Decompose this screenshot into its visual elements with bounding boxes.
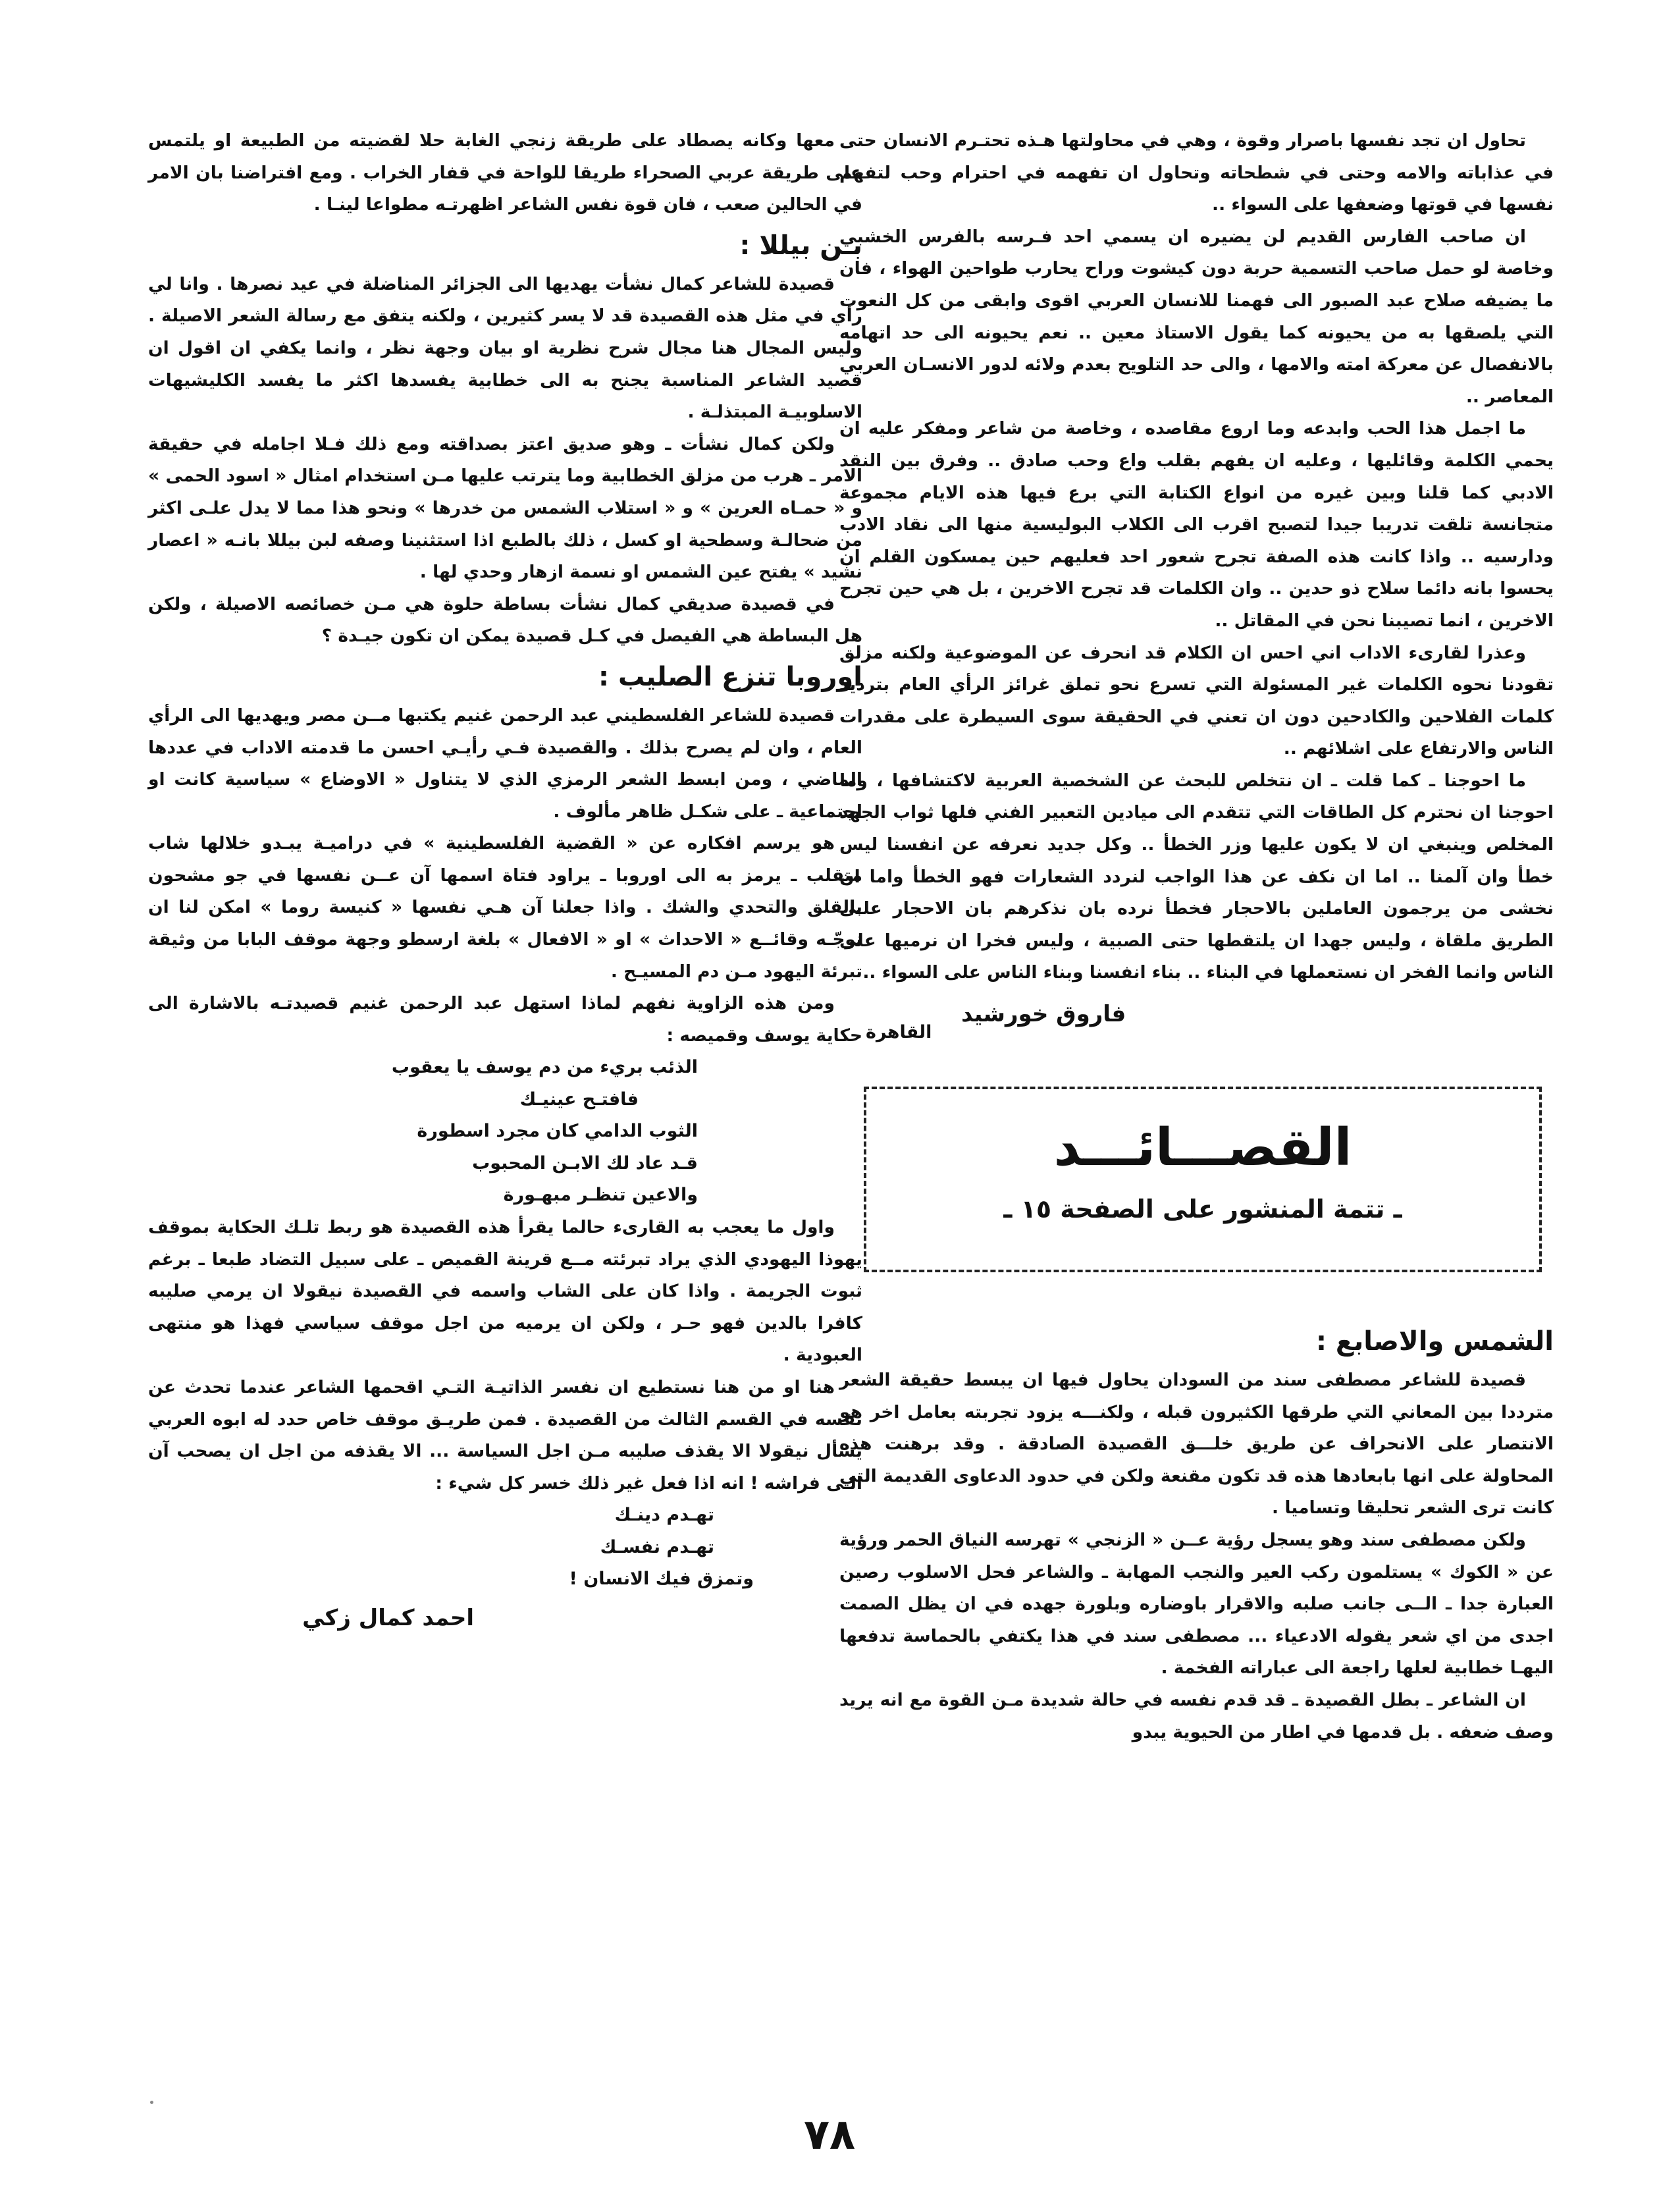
paragraph: هنا او من هنا نستطيع ان نفسر الذاتيـة التـي اقحمها الشاعر عندما تحدث عن نفسه في القسم الثالث من القصيدة . فمن طريـق موقف خاص حدد له ابوه العربي يسأل نيقولا الا يقذف صليبه مـن اجل السياسة ... الا يقذفه من اجل ان يصحب آن الـى فراشه ! انه اذا فعل غير ذلك خسر كل شيء : bbox=[148, 1376, 862, 1494]
box-title: القصـــائـــد bbox=[1053, 1118, 1352, 1178]
paragraph: قصيدة للشاعر كمال نشأت يهديها الى الجزائر المناضلة في عيد نصرها . وانا لي رأي في مثل هذه القصيدة قد لا يسر كثيرين ، ولكنه يتفق مع رسالة الشعر الاصيلة . وليس المجال هنا مجال شرح نظرية او بيان وجهة نظر ، وانما يكفي ان اقول ان قصيد الشاعر المناسبة يجنح به الى خطابية يفسدها اكثر ما يفسد الكليشيهات الاسلوبيـة المبتذلـة . bbox=[148, 273, 862, 423]
section-heading: الشمس والاصابع : bbox=[1315, 1326, 1554, 1357]
paragraph: ان الشاعر ـ بطل القصيدة ـ قد قدم نفسه في حالة شديدة مـن القوة مع انه يريد وصف ضعفه . بل قدمها في اطار من الحيوية يبدو bbox=[839, 1689, 1554, 1742]
signature-block bbox=[839, 989, 1554, 1054]
paragraph: معها وكانه يصطاد على طريقة زنجي الغابة حلا لقضيته من الطبيعة او يلتمس على طريقة عربي الصحراء طريقا للواحة في قفار الخراب . ومع افتراضنا بان الامر في الحالين صعب ، فان قوة نفس الشاعر اظهرتـه مطواعا لينـا . bbox=[148, 130, 862, 215]
right-column bbox=[839, 125, 1554, 1748]
paragraph: ولكن مصطفى سند وهو يسجل رؤية عــن « الزنجي » تهرسه النياق الحمر ورؤية عن « الكوك » يستلمون ركب العير والنجب المهابة ـ والشاعر فحل الاسلوب رصين العبارة جدا ـ الــى جانب صلبه والاقرار باوضاره وبلورة جهده في ان يظل الصمت اجدى من اي شعر يقوله الادعياء ... مصطفى سند في هذا يكتفي بالحماسة تدفعها اليهـا خطابية لعلها راجعة الى عباراته الفخمة . bbox=[839, 1530, 1554, 1679]
author-name: احمد كمال زكي bbox=[302, 1604, 474, 1631]
paragraph: وعذرا لقارىء الاداب اني احس ان الكلام قد انحرف عن الموضوعية ولكنه مزلق تقودنا نحوه الكلمات غير المسئولة التي تسرع نحو تملق غرائز الرأي العام بترديد كلمات الفلاحين والكادحين دون ان تعني في الحقيقة سوى السيطرة على مقدرات الناس والارتفاع على اشلائهم .. bbox=[839, 642, 1554, 759]
paragraph: في قصيدة صديقي كمال نشأت بساطة حلوة هي مـن خصائصه الاصيلة ، ولكن هل البساطة هي الفيصل في كـل قصيدة يمكن ان تكون جيـدة ؟ bbox=[148, 593, 862, 647]
paragraph: هو يرسم افكاره عن « القضية الفلسطينية » في دراميـة يبـدو خلالها شاب متقلب ـ يرمز به الى اوروبا ـ يراود فتاة اسمها آن عــن نفسها في جو مشحون بالقلق والتحدي والشك . واذا جعلنا آن هـي نفسها « كنيسة روما » امكن لنا ان نوجّـه وقائــع « الاحداث » او « الافعال » بلغة ارسطو وجهة موقف البابا من وثيقة تبرئة اليهود مـن دم المسيـح . bbox=[148, 833, 862, 982]
paragraph: ما اجمل هذا الحب وابدعه وما اروع مقاصده ، وخاصة من شاعر ومفكر عليه ان يحمي الكلمة وقائليها ، وعليه ان يفهم بقلب واع وحب صادق .. وفرق بين النقد الادبي كما قلنا وبين غيره من انواع الكتابة التي برع فيها هذه الايام مجموعة متجانسة تلقت تدريبا جيدا لتصبح اقرب الى الكلاب البوليسية منها الى نقاد الادب ودارسيه .. واذا كانت هذه الصفة تجرح شعور احد فعليهم حين يمسكون القلم ان يحسوا بانه دائما سلاح ذو حدين .. وان الكلمات قد تجرح الاخرين ، بل هي حين تجرح الاخرين ، انما تصيبنا نحن في المقاتل .. bbox=[839, 418, 1554, 631]
box-subtitle: ـ تتمة المنشور على الصفحة ١٥ ـ bbox=[1003, 1195, 1402, 1224]
signature-block bbox=[148, 1596, 862, 1648]
poem-excerpt bbox=[148, 1052, 862, 1212]
section-heading: اوروبا تنزع الصليب : bbox=[598, 661, 862, 692]
poem-line: قـد عاد لك الابـن المحبوب bbox=[472, 1152, 698, 1173]
left-column bbox=[148, 125, 862, 1648]
scan-speck bbox=[150, 2101, 153, 2104]
paragraph: قصيدة للشاعر الفلسطيني عبد الرحمن غنيم يكتبها مــن مصر ويهديها الى الرأي العام ، وان لم يصرح بذلك . والقصيدة فـي رأيـي احسن ما قدمته الاداب في عددها الماضي ، ومن ابسط الشعر الرمزي الذي لا يتناول « الاوضاع » سياسية كانت او اجتماعية ـ على شكـل ظاهر مألوف . bbox=[148, 705, 862, 822]
paragraph: قصيدة للشاعر مصطفى سند من السودان يحاول فيها ان يبسط حقيقة الشعر مترددا بين المعاني التي طرقها الكثيرون قبله ، ولكنـــه يزود تجربته بعامل اخر هو الانتصار على الانحراف عن طريق خلـــق القصيدة الصادقة . وقد برهنت هذه المحاولة على انها بابعادها هذه قد تكون مقنعة ولكن في حدود الدعاوى القديمة التي كانت ترى الشعر تحليقا وتساميا . bbox=[839, 1370, 1554, 1519]
poem-line: الذئب بريء من دم يوسف يا يعقوب bbox=[391, 1057, 698, 1078]
poem-line: تهـدم دينـك bbox=[614, 1505, 714, 1526]
author-name: فاروق خورشيد bbox=[961, 1001, 1126, 1028]
paragraph: ومن هذه الزاوية نفهم لماذا استهل عبد الرحمن غنيم قصيدتـه بالاشارة الى حكاية يوسف وقميصه : bbox=[148, 993, 862, 1046]
paragraph: ان صاحب الفارس القديم لن يضيره ان يسمي احد فـرسه بالفرس الخشبي وخاصة لو حمل صاحب التسمية حربة دون كيشوت وراح يحارب طواحين الهواء ، فان ما يضيفه صلاح عبد الصبور الى فهمنا للانسان العربي اقوى وابقى من كل النعوت التي يلصقها به من يحيونه كما يقول الاستاذ معين .. نعم يحيونه الى حد اتهامه بالانفصال عن معركة امته والامها ، والى حد التلويح بعدم ولائه لدور الانسـان العربي المعاصر .. bbox=[839, 226, 1554, 407]
paragraph: واول ما يعجب به القارىء حالما يقرأ هذه القصيدة هو ربط تلـك الحكاية بموقف يهوذا اليهودي الذي يراد تبرئته مــع قرينة القميص ـ على سبيل التضاد طبعا ـ برغم ثبوت الجريمة . واذا كان على الشاب واسمه في القصيدة نيقولا ان يرمي صليبه كافرا بالدين فهو حـر ، ولكن ان يرميه من اجل موقف سياسي فهذا هو منتهى العبودية . bbox=[148, 1216, 862, 1366]
poems-box-wrapper bbox=[839, 1054, 1554, 1317]
poems-continuation-box bbox=[864, 1087, 1542, 1272]
page-number: ٧٨ bbox=[803, 2111, 856, 2159]
paragraph: ما احوجنا ـ كما قلت ـ ان نتخلص للبحث عن الشخصية العربية لاكتشافها ، وما احوجنا ان نحترم كل الطاقات التي تتقدم الى ميادين التعبير الفني فلها ثواب الجهد المخلص وينبغي ان لا يكون عليها وزر الخطأ .. وكل جديد نعرفه عن انفسنا ليس خطأ وان آلمنا .. اما ان نكف عن هذا الواجب لنردد الشعارات فهو الخطأ واما ان نخشى من يرجمون العاملين بالاحجار فخطأ نرده بان نذكرهم بان الاحجار علـى الطريق ملقاة ، وليس جهدا ان يلتقطها حتى الصبية ، وليس فخرا ان نرميها على الناس وانما الفخر ان نستعملها في البناء .. بناء انفسنا وبناء الناس على السواء .. bbox=[839, 770, 1554, 983]
poem-line: تهـدم نفسـك bbox=[600, 1536, 714, 1557]
poem-line: وتمزق فيك الانسان ! bbox=[569, 1569, 754, 1590]
poem-excerpt bbox=[148, 1499, 862, 1596]
poem-line: والاعين تنظـر مبهـورة bbox=[503, 1185, 698, 1206]
poem-line: فافتـح عينيـك bbox=[519, 1089, 639, 1110]
paragraph: ولكن كمال نشأت ـ وهو صديق اعتز بصداقته ومع ذلك فـلا اجامله في حقيقة الامر ـ هرب من مزلق الخطابية وما يترتب عليها مـن استخدام امثال « اسود الحمى » و « حمـاه العرين » و « استلاب الشمس من خدرها » ونحو هذا مما لا يدل علـى اكثر من ضحالـة وسطحية او كسل ، ذلك بالطبع اذا استثنينا وصفه لبن بيللا بانـه « اعصار نشيد » يفتح عين الشمس او نسمة ازهار وحدي لها . bbox=[148, 433, 862, 583]
paragraph: تحاول ان تجد نفسها باصرار وقوة ، وهي في محاولتها هـذه تحتـرم الانسان حتى في عذاباته والامه وحتى في شطحاته وتحاول ان تفهمه في احترام وحب لتفهم نفسها في قوتها وضعفها على السواء .. bbox=[839, 130, 1554, 215]
city-name: القاهرة bbox=[866, 1022, 932, 1043]
poem-line: الثوب الدامي كان مجرد اسطورة bbox=[417, 1121, 698, 1142]
section-heading: بـن بيللا : bbox=[739, 230, 862, 261]
